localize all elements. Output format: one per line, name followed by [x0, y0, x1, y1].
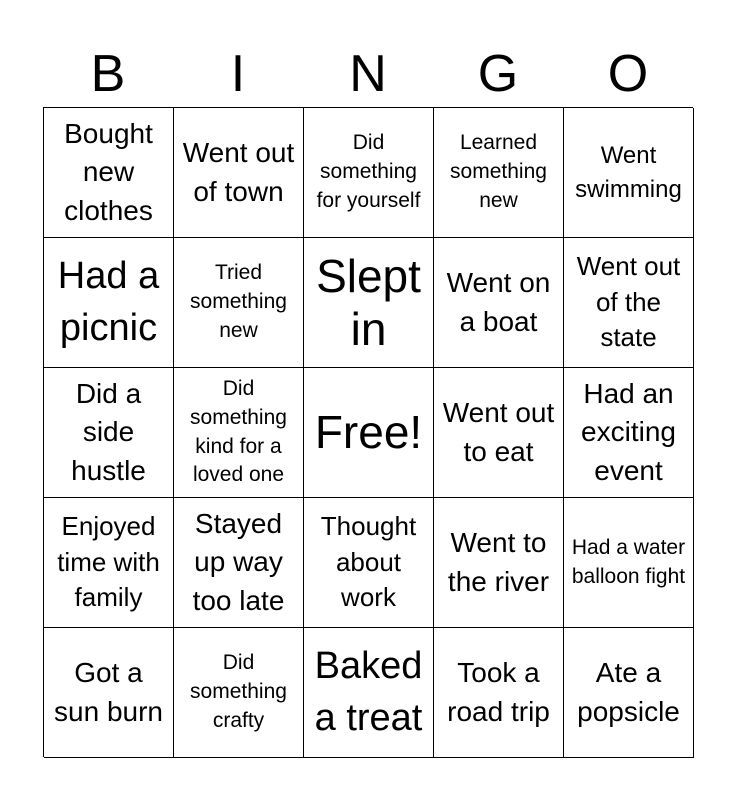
- cell-text: Enjoyed time with family: [57, 510, 160, 613]
- header-letter-i: I: [230, 45, 246, 103]
- bingo-cell[interactable]: [304, 238, 434, 368]
- cell-text: Tried something new: [190, 261, 287, 342]
- cell-text: Went out of the state: [576, 250, 681, 353]
- cell-text: Did something for yourself: [316, 131, 421, 212]
- cell-text: Took a road trip: [447, 656, 550, 727]
- bingo-cell[interactable]: [434, 498, 564, 628]
- cell-text: Had a picnic: [57, 255, 160, 349]
- header-letter-n: N: [349, 45, 387, 103]
- bingo-cell[interactable]: [174, 628, 304, 758]
- cell-text: Went on a boat: [446, 266, 551, 337]
- cell-text: Baked a treat: [314, 645, 423, 739]
- free-space[interactable]: [304, 368, 434, 498]
- bingo-cell[interactable]: [434, 238, 564, 368]
- cell-text: Got a sun burn: [54, 656, 163, 727]
- cell-text: Went to the river: [447, 526, 550, 597]
- cell-text: Went swimming: [575, 142, 682, 203]
- header-letter-g: G: [477, 45, 519, 103]
- cell-text: Went out of town: [182, 136, 295, 207]
- cell-text: Went out to eat: [442, 396, 555, 467]
- cell-text: Ate a popsicle: [577, 656, 680, 727]
- cell-text: Learned something new: [450, 131, 547, 212]
- bingo-cell[interactable]: [174, 368, 304, 498]
- bingo-cell[interactable]: [44, 628, 174, 758]
- cell-text: Had a water balloon fight: [571, 535, 686, 588]
- bingo-cell[interactable]: [304, 628, 434, 758]
- bingo-cell[interactable]: [174, 108, 304, 238]
- bingo-cell[interactable]: [434, 368, 564, 498]
- bingo-cell[interactable]: [564, 628, 694, 758]
- bingo-cell[interactable]: [44, 498, 174, 628]
- bingo-cell[interactable]: [564, 368, 694, 498]
- bingo-header: [43, 40, 693, 108]
- cell-text: Did something kind for a loved one: [190, 376, 287, 487]
- bingo-cell[interactable]: [44, 108, 174, 238]
- bingo-cell[interactable]: [174, 498, 304, 628]
- bingo-cell[interactable]: [564, 238, 694, 368]
- bingo-board: [43, 107, 693, 757]
- cell-text: Thought about work: [320, 510, 417, 613]
- cell-text: Did a side hustle: [71, 377, 146, 486]
- header-letter-b: B: [90, 45, 126, 103]
- cell-text: Did something crafty: [190, 651, 287, 732]
- bingo-cell[interactable]: [434, 108, 564, 238]
- bingo-cell[interactable]: [434, 628, 564, 758]
- cell-text: Slept in: [316, 249, 421, 355]
- cell-text: Bought new clothes: [64, 117, 153, 226]
- bingo-cell[interactable]: [304, 498, 434, 628]
- bingo-cell[interactable]: [304, 108, 434, 238]
- bingo-cell[interactable]: [44, 238, 174, 368]
- bingo-cell[interactable]: [174, 238, 304, 368]
- cell-text: Had an exciting event: [581, 377, 676, 486]
- bingo-cell[interactable]: [564, 498, 694, 628]
- cell-text: Stayed up way too late: [192, 507, 285, 616]
- bingo-cell[interactable]: [44, 368, 174, 498]
- header-letter-o: O: [607, 45, 649, 103]
- cell-text: Free!: [314, 406, 423, 459]
- bingo-cell[interactable]: [564, 108, 694, 238]
